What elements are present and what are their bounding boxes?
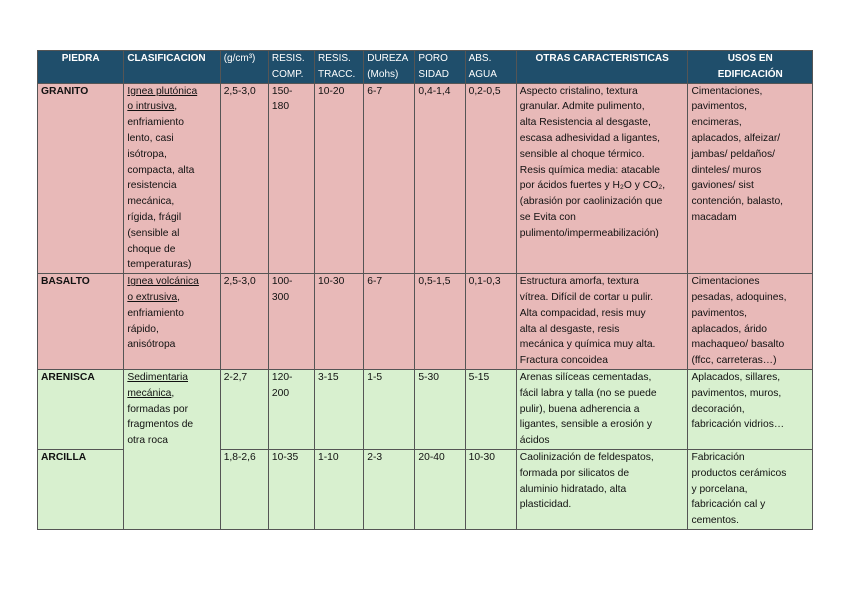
cell-resis-tracc: 3-15 (315, 369, 364, 449)
cell-usos: Cimentaciones pesadas, adoquines, pavimentos, aplacados, árido machaqueo/ basalto (ffcc, carreteras…) (688, 274, 813, 370)
cell-resis-comp: 150- 180 (268, 83, 314, 274)
cell-abs-agua: 10-30 (465, 449, 516, 529)
cell-density: 2-2,7 (220, 369, 268, 449)
row-basalto (38, 274, 813, 370)
cell-clasificacion: Ignea volcánica o extrusiva, enfriamiento rápido, anisótropa (124, 274, 220, 370)
header-porosidad: PORO SIDAD (415, 51, 465, 84)
header-otras: OTRAS CARACTERISTICAS (516, 51, 688, 84)
cell-abs-agua: 5-15 (465, 369, 516, 449)
cell-otras: Arenas silíceas cementadas, fácil labra y talla (no se puede pulir), buena adherencia a ligantes, sensible a erosión y ácidos (516, 369, 688, 449)
cell-dureza: 1-5 (364, 369, 415, 449)
header-usos: USOS EN EDIFICACIÓN (688, 51, 813, 84)
cell-resis-tracc: 10-20 (315, 83, 364, 274)
cell-resis-comp: 120- 200 (268, 369, 314, 449)
header-piedra: PIEDRA (38, 51, 124, 84)
cell-piedra: GRANITO (38, 83, 124, 274)
cell-otras: Caolinización de feldespatos, formada por silicatos de aluminio hidratado, alta plasticidad. (516, 449, 688, 529)
header-abs-agua: ABS. AGUA (465, 51, 516, 84)
cell-piedra: ARENISCA (38, 369, 124, 449)
cell-otras: Estructura amorfa, textura vítrea. Difícil de cortar u pulir. Alta compacidad, resis muy alta al desgaste, resis mecánica y química muy alta. Fractura concoidea (516, 274, 688, 370)
cell-porosidad: 0,4-1,4 (415, 83, 465, 274)
cell-dureza: 6-7 (364, 274, 415, 370)
cell-resis-tracc: 10-30 (315, 274, 364, 370)
cell-otras: Aspecto cristalino, textura granular. Admite pulimento, alta Resistencia al desgaste, escasa adhesividad a ligantes, sensible al choque térmico. Resis química media: atacable por ácidos fuertes y H₂O y CO₂, (abrasión por caolinización que se Evita con pulimento/impermeabilización) (516, 83, 688, 274)
cell-abs-agua: 0,1-0,3 (465, 274, 516, 370)
cell-density: 2,5-3,0 (220, 83, 268, 274)
cell-clasificacion: Ignea plutónica o intrusiva, enfriamiento lento, casi isótropa, compacta, alta resistencia mecánica, rígida, frágil (sensible al choque de temperaturas) (124, 83, 220, 274)
header-dureza: DUREZA (Mohs) (364, 51, 415, 84)
cell-dureza: 6-7 (364, 83, 415, 274)
cell-piedra: BASALTO (38, 274, 124, 370)
cell-resis-comp: 10-35 (268, 449, 314, 529)
cell-usos: Cimentaciones, pavimentos, encimeras, aplacados, alfeizar/ jambas/ peldaños/ dinteles/ muros gaviones/ sist contención, balasto, macadam (688, 83, 813, 274)
cell-resis-comp: 100- 300 (268, 274, 314, 370)
cell-density: 2,5-3,0 (220, 274, 268, 370)
row-arenisca (38, 369, 813, 449)
cell-clasificacion: Sedimentaria mecánica, formadas por fragmentos de otra roca (124, 369, 220, 529)
header-resis-comp: RESIS. COMP. (268, 51, 314, 84)
header-clasificacion: CLASIFICACION (124, 51, 220, 84)
header-density: (g/cm³) (220, 51, 268, 84)
cell-porosidad: 20-40 (415, 449, 465, 529)
cell-piedra: ARCILLA (38, 449, 124, 529)
cell-dureza: 2-3 (364, 449, 415, 529)
cell-usos: Fabricación productos cerámicos y porcelana, fabricación cal y cementos. (688, 449, 813, 529)
cell-resis-tracc: 1-10 (315, 449, 364, 529)
header-row (38, 51, 813, 84)
stone-properties-table (37, 50, 813, 530)
header-resis-tracc: RESIS. TRACC. (315, 51, 364, 84)
cell-usos: Aplacados, sillares, pavimentos, muros, decoración, fabricación vidrios… (688, 369, 813, 449)
cell-density: 1,8-2,6 (220, 449, 268, 529)
cell-porosidad: 0,5-1,5 (415, 274, 465, 370)
cell-porosidad: 5-30 (415, 369, 465, 449)
row-granito (38, 83, 813, 274)
cell-abs-agua: 0,2-0,5 (465, 83, 516, 274)
